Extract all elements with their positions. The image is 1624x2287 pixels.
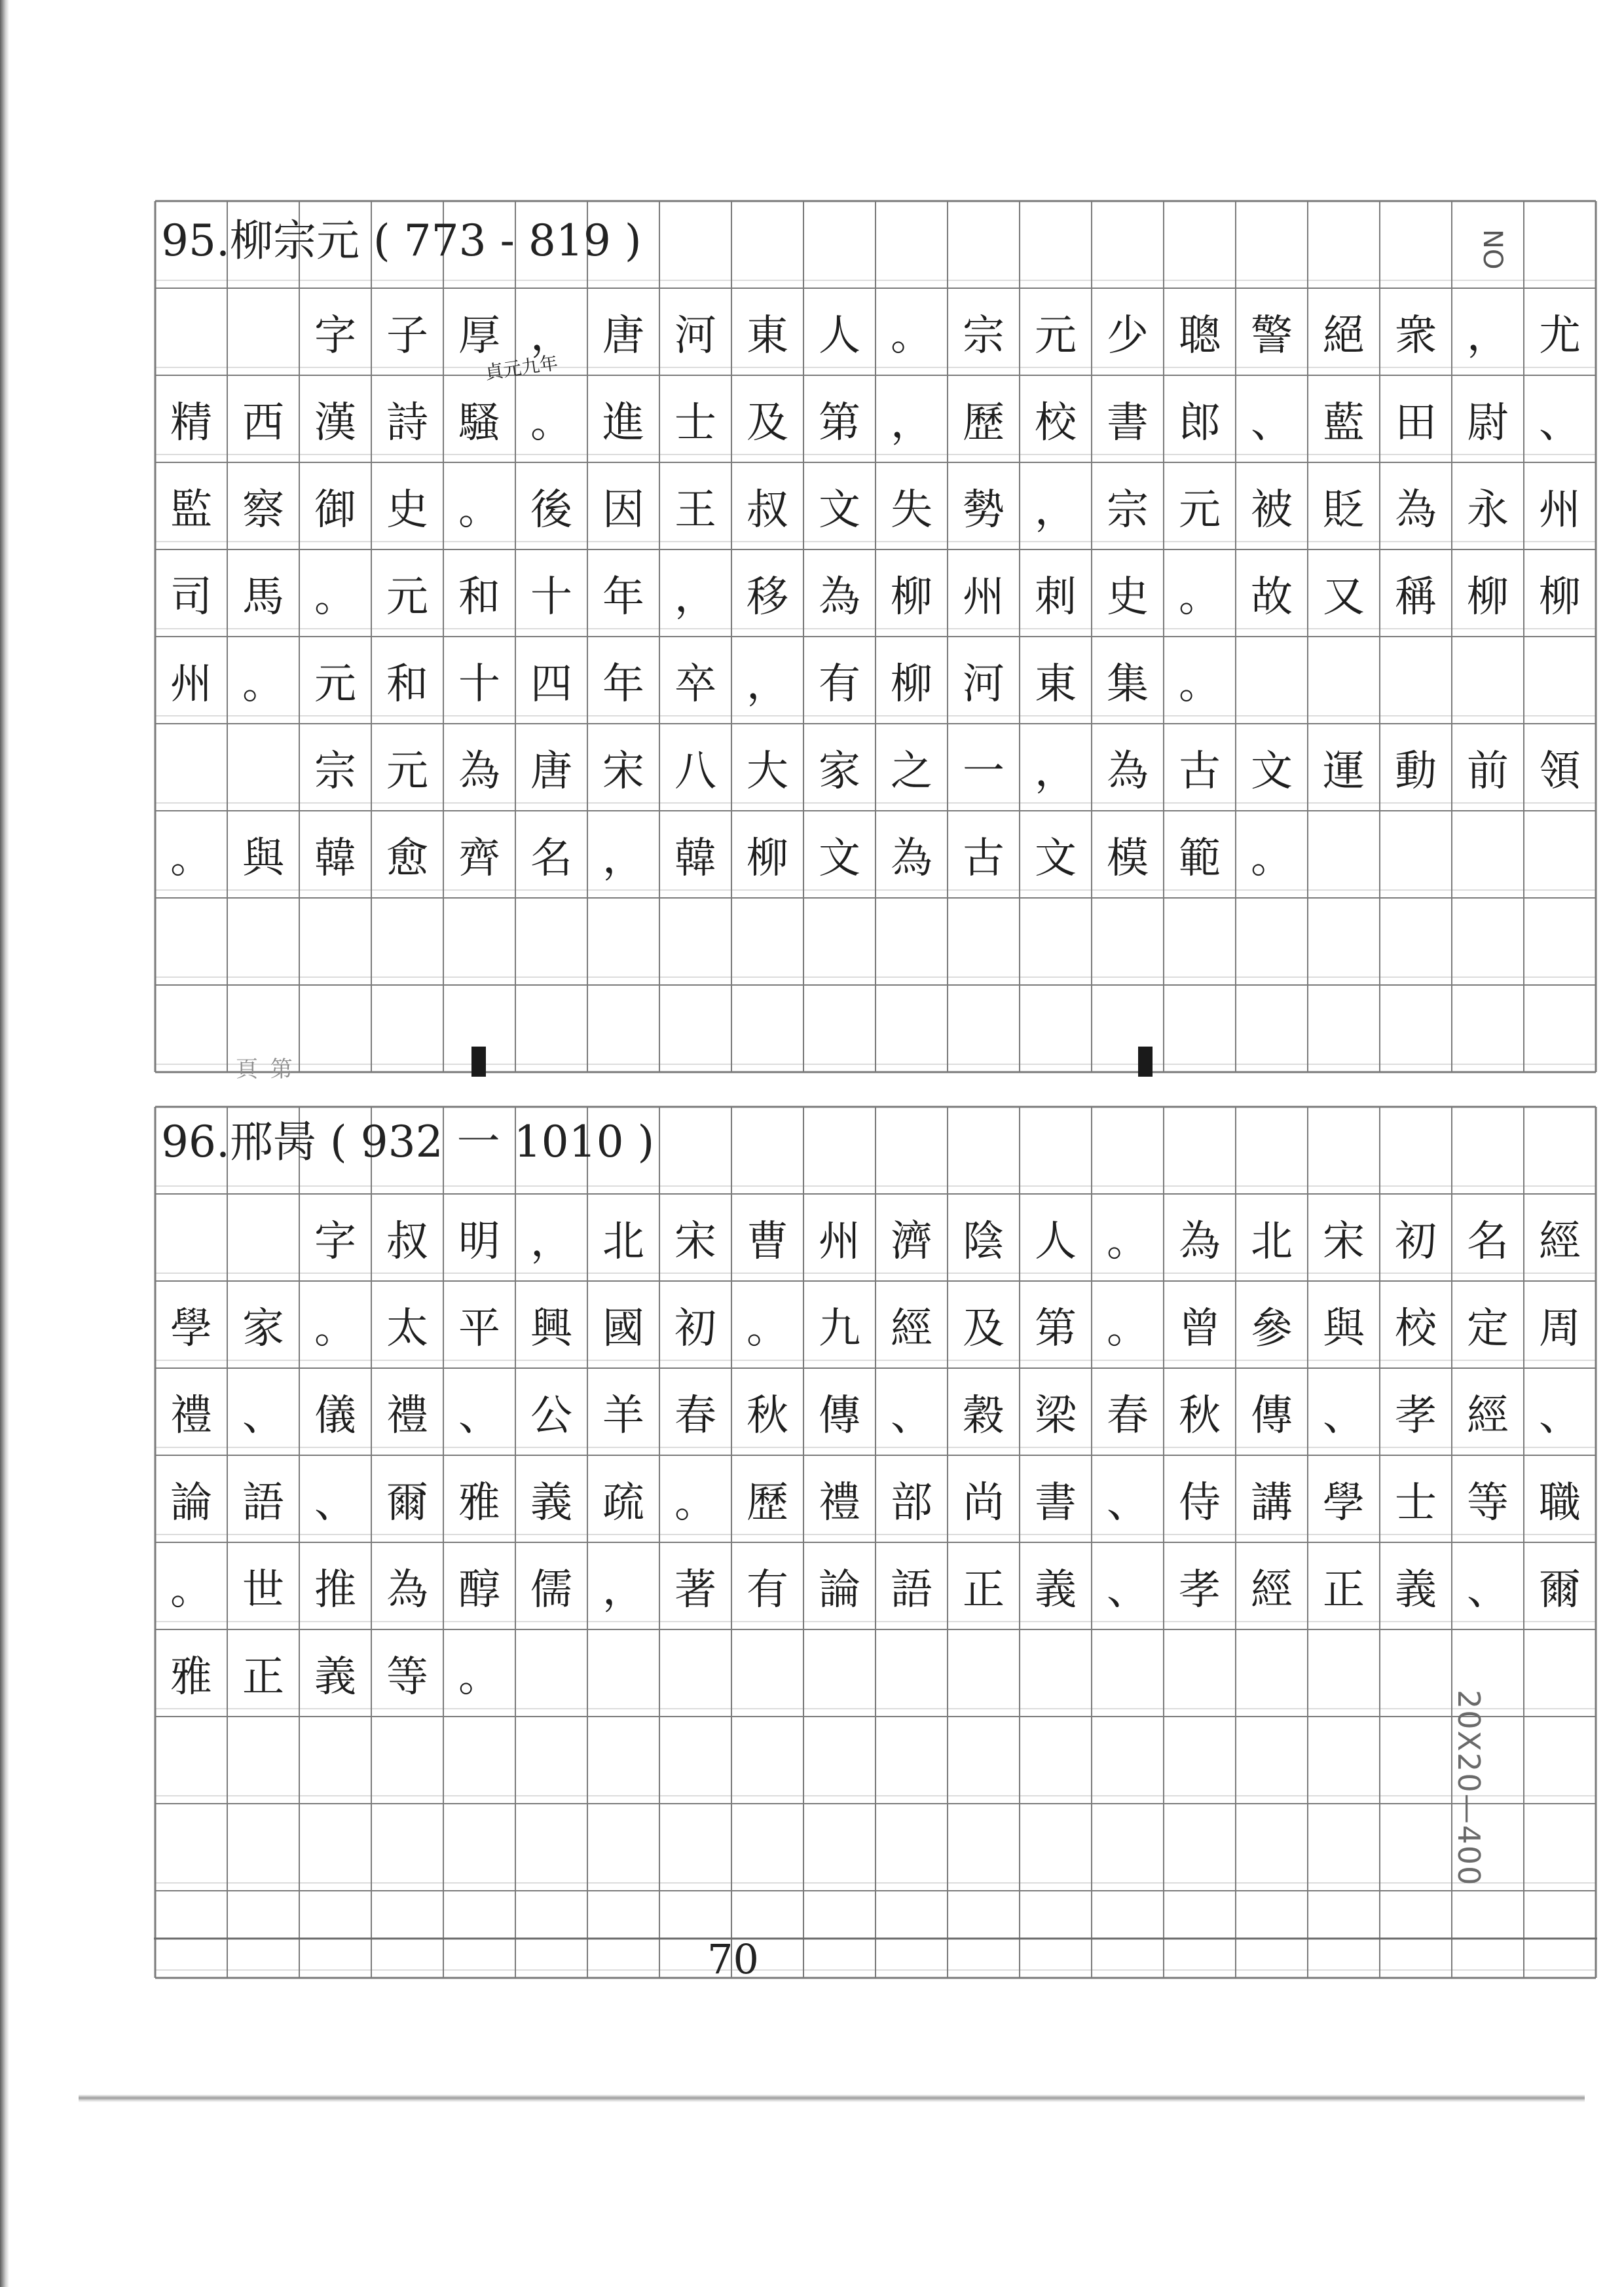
char-cell bbox=[1308, 811, 1380, 898]
char-cell: 春 bbox=[1107, 1391, 1149, 1440]
char-cell: 。 bbox=[458, 485, 500, 534]
char-cell: 稱 bbox=[1395, 572, 1437, 622]
char-cell: 集 bbox=[1107, 660, 1149, 709]
char-cell bbox=[803, 1629, 876, 1717]
char-cell bbox=[227, 724, 299, 811]
char-cell: 雅 bbox=[458, 1478, 500, 1527]
char-cell: 韓 bbox=[674, 834, 716, 883]
char-cell: 柳 bbox=[747, 834, 788, 883]
char-cell: 公 bbox=[530, 1391, 572, 1440]
char-cell: 大 bbox=[747, 747, 788, 796]
char-cell bbox=[1524, 1629, 1596, 1717]
char-cell: 家 bbox=[242, 1304, 284, 1353]
char-cell: 郎 bbox=[1179, 398, 1221, 447]
text-line bbox=[155, 462, 1596, 549]
text-line bbox=[155, 1281, 1596, 1368]
char-cell: 叔 bbox=[747, 485, 788, 534]
char-cell: 漢 bbox=[314, 398, 356, 447]
char-cell: 厚 bbox=[458, 311, 500, 360]
char-cell: 十 bbox=[458, 660, 500, 709]
char-cell: 為 bbox=[1107, 747, 1149, 796]
char-cell bbox=[515, 1629, 587, 1717]
char-cell: 子 bbox=[386, 311, 428, 360]
text-line bbox=[155, 375, 1596, 462]
char-cell: 、 bbox=[314, 1478, 356, 1527]
char-cell: 九 bbox=[819, 1304, 860, 1353]
char-cell: 經 bbox=[1539, 1217, 1581, 1266]
char-cell: 。 bbox=[314, 1304, 356, 1353]
char-cell: 職 bbox=[1539, 1478, 1581, 1527]
char-cell: 儒 bbox=[530, 1565, 572, 1614]
char-cell: 宋 bbox=[674, 1217, 716, 1266]
char-cell bbox=[1236, 1629, 1308, 1717]
char-cell: 校 bbox=[1395, 1304, 1437, 1353]
char-cell: 。 bbox=[747, 1304, 788, 1353]
char-cell: 柳 bbox=[891, 572, 932, 622]
char-cell: 年 bbox=[602, 572, 644, 622]
char-cell: 察 bbox=[242, 485, 284, 534]
char-cell: 。 bbox=[242, 660, 284, 709]
char-cell: 北 bbox=[1251, 1217, 1293, 1266]
char-cell: 聰 bbox=[1179, 311, 1221, 360]
char-cell: 東 bbox=[747, 311, 788, 360]
char-cell: 州 bbox=[170, 660, 212, 709]
char-cell: 柳 bbox=[1539, 572, 1581, 622]
char-cell: 正 bbox=[1323, 1565, 1365, 1614]
char-cell bbox=[1524, 811, 1596, 898]
char-cell: 元 bbox=[1179, 485, 1221, 534]
char-cell: 有 bbox=[819, 660, 860, 709]
char-cell bbox=[1236, 637, 1308, 724]
char-cell: 河 bbox=[963, 660, 1005, 709]
char-cell: 歷 bbox=[747, 1478, 788, 1527]
char-cell: 前 bbox=[1467, 747, 1509, 796]
char-cell: 史 bbox=[1107, 572, 1149, 622]
text-line bbox=[155, 549, 1596, 637]
char-cell: 第 bbox=[1035, 1304, 1077, 1353]
char-cell: 明 bbox=[458, 1217, 500, 1266]
char-cell: 字 bbox=[314, 1217, 356, 1266]
char-cell bbox=[1164, 1629, 1236, 1717]
char-cell: 和 bbox=[386, 660, 428, 709]
char-cell: 柳 bbox=[891, 660, 932, 709]
char-cell: 與 bbox=[1323, 1304, 1365, 1353]
char-cell: 、 bbox=[1107, 1565, 1149, 1614]
char-cell: 語 bbox=[242, 1478, 284, 1527]
char-cell bbox=[1380, 637, 1452, 724]
char-cell: 推 bbox=[314, 1565, 356, 1614]
text-line bbox=[155, 1455, 1596, 1542]
char-cell: 名 bbox=[530, 834, 572, 883]
char-cell: 義 bbox=[314, 1652, 356, 1701]
page-number: 70 bbox=[707, 1935, 759, 1983]
char-cell: 義 bbox=[1395, 1565, 1437, 1614]
char-cell: 部 bbox=[891, 1478, 932, 1527]
char-cell: 梁 bbox=[1035, 1391, 1077, 1440]
text-line bbox=[155, 1194, 1596, 1281]
interlinear-note: 貞元九年 bbox=[483, 352, 559, 384]
char-cell: 動 bbox=[1395, 747, 1437, 796]
char-cell: 人 bbox=[1035, 1217, 1077, 1266]
char-cell: 字 bbox=[314, 311, 356, 360]
char-cell: 曹 bbox=[747, 1217, 788, 1266]
char-cell: 宋 bbox=[602, 747, 644, 796]
char-cell: 書 bbox=[1035, 1478, 1077, 1527]
char-cell: 進 bbox=[602, 398, 644, 447]
char-cell: 唐 bbox=[530, 747, 572, 796]
char-cell: 元 bbox=[386, 747, 428, 796]
char-cell: 監 bbox=[170, 485, 212, 534]
char-cell: 雅 bbox=[170, 1652, 212, 1701]
char-cell: 八 bbox=[674, 747, 716, 796]
char-cell: 模 bbox=[1107, 834, 1149, 883]
char-cell bbox=[155, 724, 227, 811]
char-cell: 參 bbox=[1251, 1304, 1293, 1353]
char-cell: 周 bbox=[1539, 1304, 1581, 1353]
char-cell bbox=[227, 1194, 299, 1281]
char-cell: 韓 bbox=[314, 834, 356, 883]
char-cell bbox=[1452, 811, 1524, 898]
char-cell: 元 bbox=[1035, 311, 1077, 360]
char-cell: 尉 bbox=[1467, 398, 1509, 447]
char-cell: ， bbox=[1035, 485, 1077, 534]
char-cell bbox=[227, 288, 299, 375]
char-cell: 。 bbox=[674, 1478, 716, 1527]
char-cell: 後 bbox=[530, 485, 572, 534]
char-cell: 司 bbox=[170, 572, 212, 622]
char-cell: 義 bbox=[1035, 1565, 1077, 1614]
char-cell: 運 bbox=[1323, 747, 1365, 796]
char-cell: 叔 bbox=[386, 1217, 428, 1266]
char-cell: 。 bbox=[1179, 660, 1221, 709]
char-cell: 田 bbox=[1395, 398, 1437, 447]
char-cell: 。 bbox=[314, 572, 356, 622]
char-cell: 、 bbox=[891, 1391, 932, 1440]
char-cell: 。 bbox=[1107, 1217, 1149, 1266]
char-cell: 秋 bbox=[1179, 1391, 1221, 1440]
char-cell: 與 bbox=[242, 834, 284, 883]
char-cell: 校 bbox=[1035, 398, 1077, 447]
char-cell: 、 bbox=[1323, 1391, 1365, 1440]
char-cell: 為 bbox=[891, 834, 932, 883]
char-cell: 侍 bbox=[1179, 1478, 1221, 1527]
char-cell: 歷 bbox=[963, 398, 1005, 447]
char-cell: 宗 bbox=[963, 311, 1005, 360]
char-cell: 齊 bbox=[458, 834, 500, 883]
char-cell: ， bbox=[747, 660, 788, 709]
char-cell: 初 bbox=[1395, 1217, 1437, 1266]
char-cell: 著 bbox=[674, 1565, 716, 1614]
char-cell: 、 bbox=[1539, 1391, 1581, 1440]
char-cell bbox=[1308, 637, 1380, 724]
edge-mark: NO bbox=[1477, 229, 1507, 270]
char-cell: 古 bbox=[963, 834, 1005, 883]
char-cell: ， bbox=[1035, 747, 1077, 796]
char-cell: 警 bbox=[1251, 311, 1293, 360]
char-cell: 世 bbox=[242, 1565, 284, 1614]
char-cell bbox=[1524, 637, 1596, 724]
char-cell: 曾 bbox=[1179, 1304, 1221, 1353]
char-cell: 。 bbox=[530, 398, 572, 447]
text-line bbox=[155, 637, 1596, 724]
fold-bracket-left bbox=[471, 1047, 486, 1077]
char-cell: 士 bbox=[1395, 1478, 1437, 1527]
char-cell: 太 bbox=[386, 1304, 428, 1353]
char-cell: 柳 bbox=[1467, 572, 1509, 622]
char-cell bbox=[731, 1629, 803, 1717]
char-cell: 衆 bbox=[1395, 311, 1437, 360]
paper-spec-label: 20X20—400 bbox=[1451, 1690, 1486, 1887]
char-cell bbox=[1380, 1629, 1452, 1717]
char-cell: 傳 bbox=[1251, 1391, 1293, 1440]
char-cell: 為 bbox=[819, 572, 860, 622]
char-cell bbox=[1452, 637, 1524, 724]
char-cell: 春 bbox=[674, 1391, 716, 1440]
char-cell: 。 bbox=[170, 834, 212, 883]
char-cell: 宗 bbox=[314, 747, 356, 796]
char-cell: 羊 bbox=[602, 1391, 644, 1440]
char-cell: 勢 bbox=[963, 485, 1005, 534]
char-cell: ， bbox=[602, 1565, 644, 1614]
char-cell: 興 bbox=[530, 1304, 572, 1353]
char-cell: 被 bbox=[1251, 485, 1293, 534]
char-cell: 刺 bbox=[1035, 572, 1077, 622]
char-cell: 第 bbox=[819, 398, 860, 447]
char-cell: 文 bbox=[819, 834, 860, 883]
char-cell bbox=[155, 288, 227, 375]
fold-bracket-right bbox=[1138, 1047, 1153, 1077]
char-cell: 東 bbox=[1035, 660, 1077, 709]
binding-label: 頁 第 bbox=[236, 1056, 295, 1083]
char-cell: 為 bbox=[458, 747, 500, 796]
text-line bbox=[155, 1629, 1596, 1717]
char-cell: ， bbox=[530, 311, 572, 360]
char-cell: 正 bbox=[963, 1565, 1005, 1614]
char-cell: 經 bbox=[891, 1304, 932, 1353]
char-cell: 及 bbox=[747, 398, 788, 447]
char-cell: 貶 bbox=[1323, 485, 1365, 534]
char-cell: 家 bbox=[819, 747, 860, 796]
char-cell: 元 bbox=[314, 660, 356, 709]
char-cell: 為 bbox=[1395, 485, 1437, 534]
char-cell: 州 bbox=[1539, 485, 1581, 534]
char-cell: 少 bbox=[1107, 311, 1149, 360]
char-cell: 論 bbox=[170, 1478, 212, 1527]
char-cell: 濟 bbox=[891, 1217, 932, 1266]
char-cell: 。 bbox=[1107, 1304, 1149, 1353]
char-cell: 為 bbox=[1179, 1217, 1221, 1266]
char-cell: 之 bbox=[891, 747, 932, 796]
char-cell: ， bbox=[891, 398, 932, 447]
char-cell: 精 bbox=[170, 398, 212, 447]
char-cell: 北 bbox=[602, 1217, 644, 1266]
page-fold-strip bbox=[471, 1047, 1153, 1077]
char-cell: 唐 bbox=[602, 311, 644, 360]
char-cell: 失 bbox=[891, 485, 932, 534]
scan-bottom-smudge bbox=[79, 2094, 1585, 2102]
char-cell: 文 bbox=[1035, 834, 1077, 883]
char-cell: 經 bbox=[1467, 1391, 1509, 1440]
char-cell: ， bbox=[674, 572, 716, 622]
char-cell: 學 bbox=[170, 1304, 212, 1353]
char-cell: 藍 bbox=[1323, 398, 1365, 447]
char-cell bbox=[876, 1629, 948, 1717]
char-cell: 和 bbox=[458, 572, 500, 622]
char-cell: 士 bbox=[674, 398, 716, 447]
char-cell: 陰 bbox=[963, 1217, 1005, 1266]
char-cell: 御 bbox=[314, 485, 356, 534]
char-cell: 宗 bbox=[1107, 485, 1149, 534]
char-cell: 、 bbox=[458, 1391, 500, 1440]
char-cell: 名 bbox=[1467, 1217, 1509, 1266]
char-cell: 古 bbox=[1179, 747, 1221, 796]
char-cell: 義 bbox=[530, 1478, 572, 1527]
char-cell: 範 bbox=[1179, 834, 1221, 883]
text-line bbox=[155, 724, 1596, 811]
char-cell: ， bbox=[1467, 311, 1509, 360]
char-cell: 西 bbox=[242, 398, 284, 447]
char-cell bbox=[948, 1629, 1020, 1717]
entry-95-heading: 95.柳宗元 ( 773 - 819 ) bbox=[161, 215, 642, 266]
text-line bbox=[155, 811, 1596, 898]
char-cell: 禮 bbox=[170, 1391, 212, 1440]
char-cell: 四 bbox=[530, 660, 572, 709]
entry-96-heading: 96.邢昺 ( 932 一 1010 ) bbox=[161, 1117, 655, 1167]
char-cell: 故 bbox=[1251, 572, 1293, 622]
text-line bbox=[155, 1368, 1596, 1455]
char-cell: 河 bbox=[674, 311, 716, 360]
char-cell: 人 bbox=[819, 311, 860, 360]
char-cell: 、 bbox=[242, 1391, 284, 1440]
char-cell: 州 bbox=[819, 1217, 860, 1266]
char-cell: 孝 bbox=[1395, 1391, 1437, 1440]
char-cell: 州 bbox=[963, 572, 1005, 622]
char-cell: 儀 bbox=[314, 1391, 356, 1440]
char-cell: 秋 bbox=[747, 1391, 788, 1440]
char-cell: 尚 bbox=[963, 1478, 1005, 1527]
char-cell: 移 bbox=[747, 572, 788, 622]
text-line bbox=[155, 288, 1596, 375]
char-cell: ， bbox=[530, 1217, 572, 1266]
char-cell: 爾 bbox=[1539, 1565, 1581, 1614]
char-cell: 初 bbox=[674, 1304, 716, 1353]
char-cell: 為 bbox=[386, 1565, 428, 1614]
char-cell: 馬 bbox=[242, 572, 284, 622]
char-cell bbox=[155, 1194, 227, 1281]
char-cell: 。 bbox=[458, 1652, 500, 1701]
char-cell: 語 bbox=[891, 1565, 932, 1614]
char-cell: 及 bbox=[963, 1304, 1005, 1353]
char-cell: 書 bbox=[1107, 398, 1149, 447]
char-cell: 一 bbox=[963, 747, 1005, 796]
char-cell: 王 bbox=[674, 485, 716, 534]
char-cell: ， bbox=[602, 834, 644, 883]
char-cell: 、 bbox=[1107, 1478, 1149, 1527]
char-cell: 絕 bbox=[1323, 311, 1365, 360]
char-cell: 平 bbox=[458, 1304, 500, 1353]
char-cell: 醇 bbox=[458, 1565, 500, 1614]
char-cell: 學 bbox=[1323, 1478, 1365, 1527]
char-cell: 禮 bbox=[386, 1391, 428, 1440]
char-cell bbox=[1020, 1629, 1092, 1717]
char-cell bbox=[587, 1629, 659, 1717]
char-cell: 年 bbox=[602, 660, 644, 709]
char-cell: 孝 bbox=[1179, 1565, 1221, 1614]
char-cell: 有 bbox=[747, 1565, 788, 1614]
char-cell: 永 bbox=[1467, 485, 1509, 534]
char-cell: 爾 bbox=[386, 1478, 428, 1527]
char-cell: 定 bbox=[1467, 1304, 1509, 1353]
char-cell: 、 bbox=[1467, 1565, 1509, 1614]
char-cell: 講 bbox=[1251, 1478, 1293, 1527]
char-cell: 宋 bbox=[1323, 1217, 1365, 1266]
char-cell: 論 bbox=[819, 1565, 860, 1614]
char-cell bbox=[1308, 1629, 1380, 1717]
char-cell: 尤 bbox=[1539, 311, 1581, 360]
char-cell: 又 bbox=[1323, 572, 1365, 622]
char-cell: 卒 bbox=[674, 660, 716, 709]
char-cell: 史 bbox=[386, 485, 428, 534]
char-cell: 領 bbox=[1539, 747, 1581, 796]
char-cell: 詩 bbox=[386, 398, 428, 447]
char-cell: 。 bbox=[1179, 572, 1221, 622]
char-cell: 、 bbox=[1539, 398, 1581, 447]
char-cell: 。 bbox=[170, 1565, 212, 1614]
char-cell bbox=[1092, 1629, 1164, 1717]
text-line bbox=[155, 1542, 1596, 1629]
char-cell: 穀 bbox=[963, 1391, 1005, 1440]
char-cell: 文 bbox=[819, 485, 860, 534]
char-cell: 疏 bbox=[602, 1478, 644, 1527]
char-cell: 愈 bbox=[386, 834, 428, 883]
char-cell: 經 bbox=[1251, 1565, 1293, 1614]
char-cell bbox=[659, 1629, 731, 1717]
char-cell: 禮 bbox=[819, 1478, 860, 1527]
char-cell: 正 bbox=[242, 1652, 284, 1701]
char-cell: 。 bbox=[891, 311, 932, 360]
char-cell: 十 bbox=[530, 572, 572, 622]
char-cell bbox=[1380, 811, 1452, 898]
char-cell: 傳 bbox=[819, 1391, 860, 1440]
char-cell: 騷 bbox=[458, 398, 500, 447]
char-cell: 國 bbox=[602, 1304, 644, 1353]
char-cell: 等 bbox=[386, 1652, 428, 1701]
char-cell: 、 bbox=[1251, 398, 1293, 447]
char-cell: 等 bbox=[1467, 1478, 1509, 1527]
char-cell: 因 bbox=[602, 485, 644, 534]
char-cell: 文 bbox=[1251, 747, 1293, 796]
char-cell: 。 bbox=[1251, 834, 1293, 883]
char-cell: 元 bbox=[386, 572, 428, 622]
